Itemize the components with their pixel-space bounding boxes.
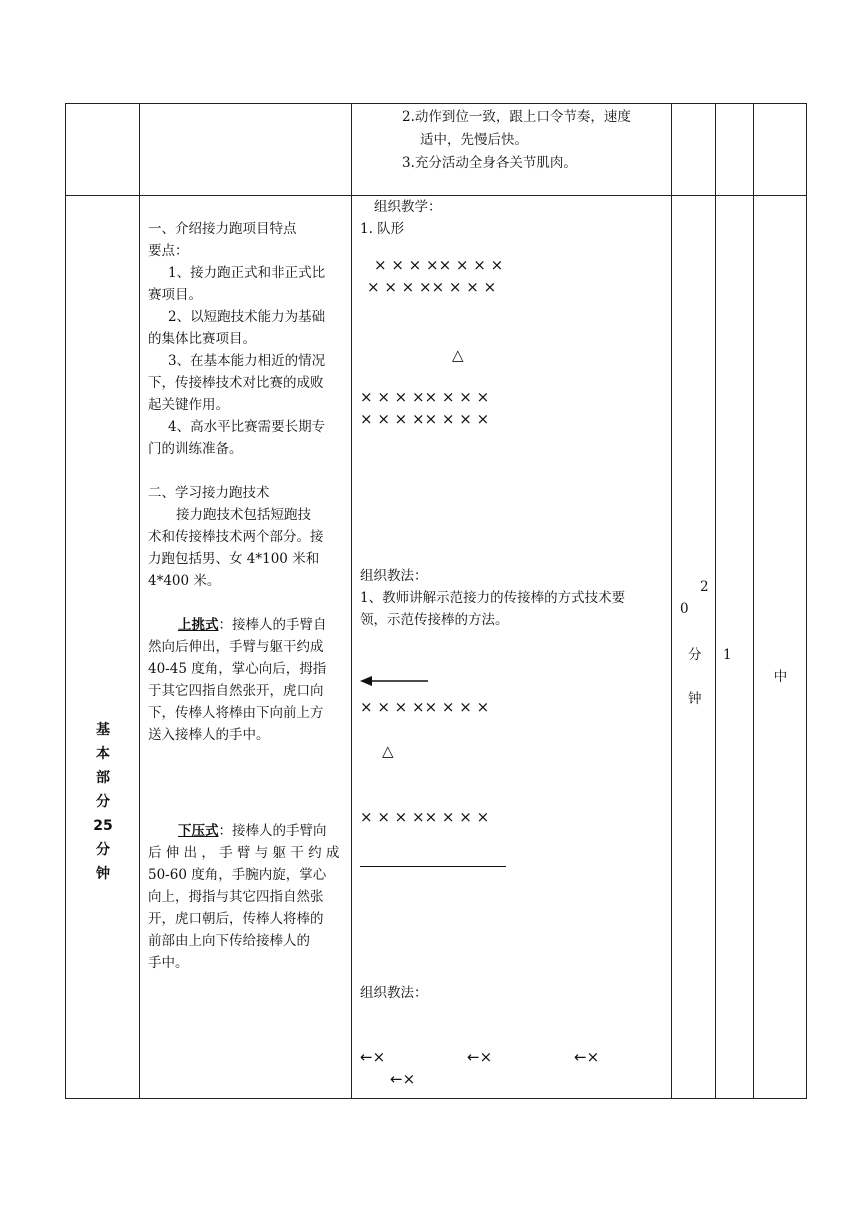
label-char: 分 xyxy=(96,842,110,858)
player-row: × × × ×× × × × xyxy=(360,808,490,826)
coach-triangle: △ xyxy=(382,742,394,760)
text-span: ：接棒人的手臂自 xyxy=(218,617,327,633)
org-method-title: 组织教法： xyxy=(360,985,428,1001)
points-label: 要点： xyxy=(148,243,189,259)
section-label xyxy=(66,718,140,886)
pass-arrow-icon xyxy=(360,674,430,688)
text-line: 向上，拇指与其它四指自然张 xyxy=(148,889,324,905)
player-row: × × × ×× × × × xyxy=(374,256,504,274)
cell-empty xyxy=(716,104,754,196)
player-row: × × × ×× × × × xyxy=(360,410,490,428)
note-line: 3.充分活动全身各关节肌肉。 xyxy=(402,155,577,171)
table-row-warmup xyxy=(66,104,807,196)
time-char: 0 xyxy=(680,601,689,617)
text-line: 2、以短跑技术能力为基础 xyxy=(168,309,326,325)
upper-pass-line xyxy=(178,614,327,637)
text-line: 4、高水平比赛需要长期专 xyxy=(168,419,326,435)
table-row-main xyxy=(66,196,807,1099)
text-line: 赛项目。 xyxy=(148,287,202,303)
cell-section-label xyxy=(66,196,140,1099)
text-line: 于其它四指自然张开，虎口向 xyxy=(148,683,324,699)
method-line: 1、教师讲解示范接力的传接棒的方式技术要 xyxy=(360,590,626,606)
label-char: 25 xyxy=(93,818,113,834)
text-line: 下，传接棒技术对比赛的成败 xyxy=(148,375,324,391)
upper-pass-title: 上挑式 xyxy=(178,617,219,633)
cell-count xyxy=(716,196,754,1099)
cell-intensity xyxy=(754,196,807,1099)
intensity-value: 中 xyxy=(773,669,788,685)
time-char: 钟 xyxy=(688,691,702,707)
relay-runner: ←× xyxy=(467,1048,493,1066)
track-line xyxy=(360,866,506,867)
text-line: 3、在基本能力相近的情况 xyxy=(168,353,326,369)
player-row: × × × ×× × × × xyxy=(360,698,490,716)
text-line: 送入接棒人的手中。 xyxy=(148,727,270,743)
lower-pass-line xyxy=(178,820,327,843)
cell-warmup-notes xyxy=(352,104,672,196)
cell-time xyxy=(672,196,716,1099)
method-line: 领，示范传接棒的方法。 xyxy=(360,612,509,628)
label-char: 基 xyxy=(96,722,110,738)
text-line: 的集体比赛项目。 xyxy=(148,331,256,347)
lower-pass-title: 下压式 xyxy=(178,823,219,839)
cell-empty xyxy=(672,104,716,196)
label-char: 部 xyxy=(96,770,110,786)
text-line: 门的训练准备。 xyxy=(148,441,243,457)
text-span: ：接棒人的手臂向 xyxy=(218,823,327,839)
cell-empty xyxy=(140,104,352,196)
relay-runner: ←× xyxy=(360,1048,386,1066)
text-line: 起关键作用。 xyxy=(148,397,229,413)
cell-empty xyxy=(754,104,807,196)
org-method-title: 组织教法： xyxy=(360,568,428,584)
text-line: 术和传接棒技术两个部分。接 xyxy=(148,529,324,545)
relay-runner: ←× xyxy=(390,1070,416,1088)
label-char: 分 xyxy=(96,794,110,810)
time-char: 分 xyxy=(688,647,702,663)
text-line: 前部由上向下传给接棒人的 xyxy=(148,933,310,949)
player-row: × × × ×× × × × xyxy=(367,278,497,296)
coach-triangle: △ xyxy=(452,346,464,364)
label-char: 钟 xyxy=(96,866,110,882)
text-line: 下，传棒人将棒由下向前上方 xyxy=(148,705,324,721)
heading-1: 一、介绍接力跑项目特点 xyxy=(148,221,297,237)
cell-content xyxy=(140,196,352,1099)
cell-empty xyxy=(66,104,140,196)
relay-runner: ←× xyxy=(574,1048,600,1066)
count-value: 1 xyxy=(723,647,732,663)
org-title: 组织教学： xyxy=(374,199,442,215)
text-line: 4*400 米。 xyxy=(148,573,221,589)
cell-organization xyxy=(352,196,672,1099)
text-line: 接力跑技术包括短跑技 xyxy=(176,507,311,523)
text-line: 力跑包括男、女 4*100 米和 xyxy=(148,551,320,567)
note-line: 2.动作到位一致，跟上口令节奏，速度 xyxy=(402,109,631,125)
player-row: × × × ×× × × × xyxy=(360,388,490,406)
text-line: 手中。 xyxy=(148,955,189,971)
text-line: 后 伸 出 ， 手 臂 与 躯 干 约 成 xyxy=(148,845,340,861)
heading-2: 二、学习接力跑技术 xyxy=(148,485,270,501)
formation-label: 1. 队形 xyxy=(360,221,405,237)
note-line: 适中，先慢后快。 xyxy=(420,132,528,148)
label-char: 本 xyxy=(96,746,110,762)
text-line: 50-60 度角，手腕内旋，掌心 xyxy=(148,867,327,883)
lesson-plan-table xyxy=(65,103,807,1099)
time-char: 2 xyxy=(700,579,709,595)
text-line: 然向后伸出，手臂与躯干约成 xyxy=(148,639,324,655)
text-line: 开，虎口朝后，传棒人将棒的 xyxy=(148,911,324,927)
text-line: 40-45 度角，掌心向后，拇指 xyxy=(148,661,327,677)
text-line: 1、接力跑正式和非正式比 xyxy=(168,265,326,281)
